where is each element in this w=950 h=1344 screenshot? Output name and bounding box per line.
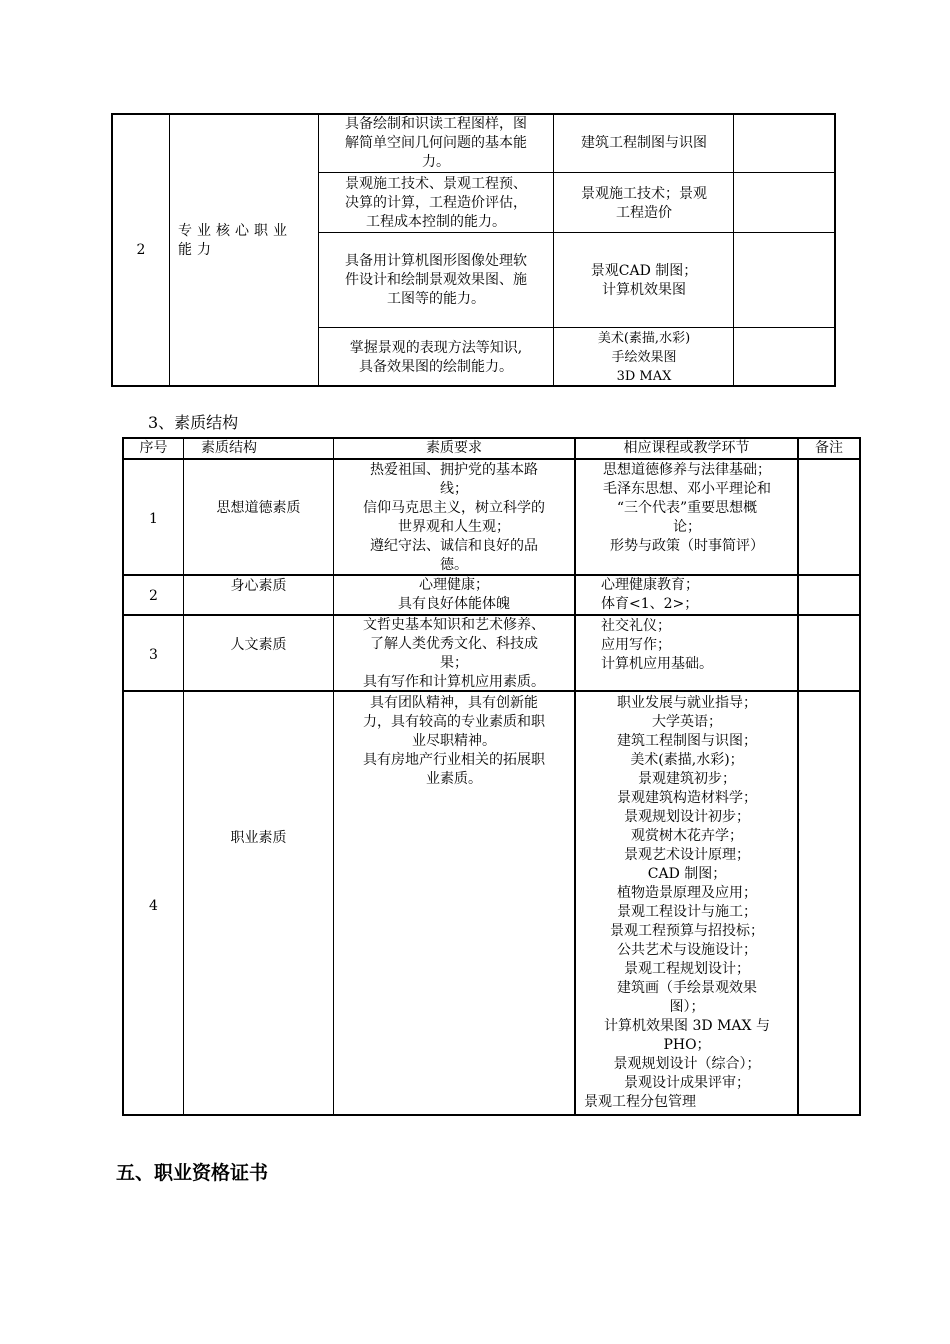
quality-name: 思想道德素质 bbox=[216, 500, 301, 516]
related-course: 建筑工程制图与识图 bbox=[581, 135, 707, 151]
ability-requirement: 具备绘制和识读工程图样，图 解简单空间几何问题的基本能 力。 bbox=[345, 116, 527, 170]
row-number: 3 bbox=[149, 647, 158, 663]
header-courses: 相应课程或教学环节 bbox=[623, 440, 750, 456]
quality-name: 职业素质 bbox=[230, 830, 287, 846]
row-number: 2 bbox=[136, 242, 146, 258]
related-course: 景观施工技术；景观 工程造价 bbox=[581, 186, 707, 221]
row-number: 1 bbox=[149, 511, 158, 527]
row-number: 2 bbox=[149, 588, 158, 604]
ability-name: 专业核心职业能力 bbox=[178, 223, 292, 258]
related-courses: 职业发展与就业指导； 大学英语； 建筑工程制图与识图； 美术(素描,水彩)； 景观建筑初步； 景观建筑构造材料学； 景观规划设计初步； 观赏树木花卉学； 景观艺术设计原理； CAD 制图； 植物造景原理及应用； 景观工程设计与施工； 景观工程预算与招投标； 公共艺术与设施设计； 景观工程规划设计； 建筑画（手绘景观效果 图）； 计算机效果图 3D MAX 与 PHO； 景观规划设计（综合）； 景观设计成果评审； 景观工程分包管理 bbox=[584, 695, 770, 1110]
related-course: 景观CAD 制图； 计算机效果图 bbox=[590, 263, 698, 298]
related-course: 美术(素描,水彩) 手绘效果图 3D MAX bbox=[597, 331, 691, 384]
header-requirement: 素质要求 bbox=[426, 440, 482, 456]
related-courses: 社交礼仪； 应用写作； 计算机应用基础。 bbox=[601, 618, 713, 672]
quality-requirement: 热爱祖国、拥护党的基本路 线； 信仰马克思主义，树立科学的 世界观和人生观； 遵纪守法、诚信和良好的品 德。 bbox=[363, 462, 545, 573]
row-number: 4 bbox=[149, 898, 158, 914]
ability-requirement: 掌握景观的表现方法等知识, 具备效果图的绘制能力。 bbox=[349, 340, 523, 375]
quality-requirement: 文哲史基本知识和艺术修养、 了解人类优秀文化、科技成 果； 具有写作和计算机应用素质。 bbox=[363, 617, 545, 690]
ability-requirement: 景观施工技术、景观工程预、 决算的计算，工程造价评估， 工程成本控制的能力。 bbox=[345, 176, 527, 230]
ability-requirement: 具备用计算机图形图像处理软 件设计和绘制景观效果图、施 工图等的能力。 bbox=[345, 253, 527, 307]
quality-requirement: 心理健康； 具有良好体能体魄 bbox=[398, 577, 510, 612]
section-heading: 五、职业资格证书 bbox=[116, 1162, 269, 1184]
section-caption: 3、素质结构 bbox=[148, 413, 239, 432]
quality-name: 身心素质 bbox=[230, 578, 287, 594]
quality-name: 人文素质 bbox=[230, 637, 287, 653]
related-courses: 思想道德修养与法律基础； 毛泽东思想、邓小平理论和 “三个代表”重要思想概 论； 形势与政策（时事简评） bbox=[603, 462, 771, 554]
quality-requirement: 具有团队精神，具有创新能 力，具有较高的专业素质和职 业尽职精神。 具有房地产行业相关的拓展职 业素质。 bbox=[363, 695, 545, 787]
related-courses: 心理健康教育； 体育<1、2>； bbox=[601, 577, 699, 612]
header-no: 序号 bbox=[139, 440, 168, 456]
header-remark: 备注 bbox=[815, 440, 843, 456]
header-quality: 素质结构 bbox=[201, 440, 257, 456]
